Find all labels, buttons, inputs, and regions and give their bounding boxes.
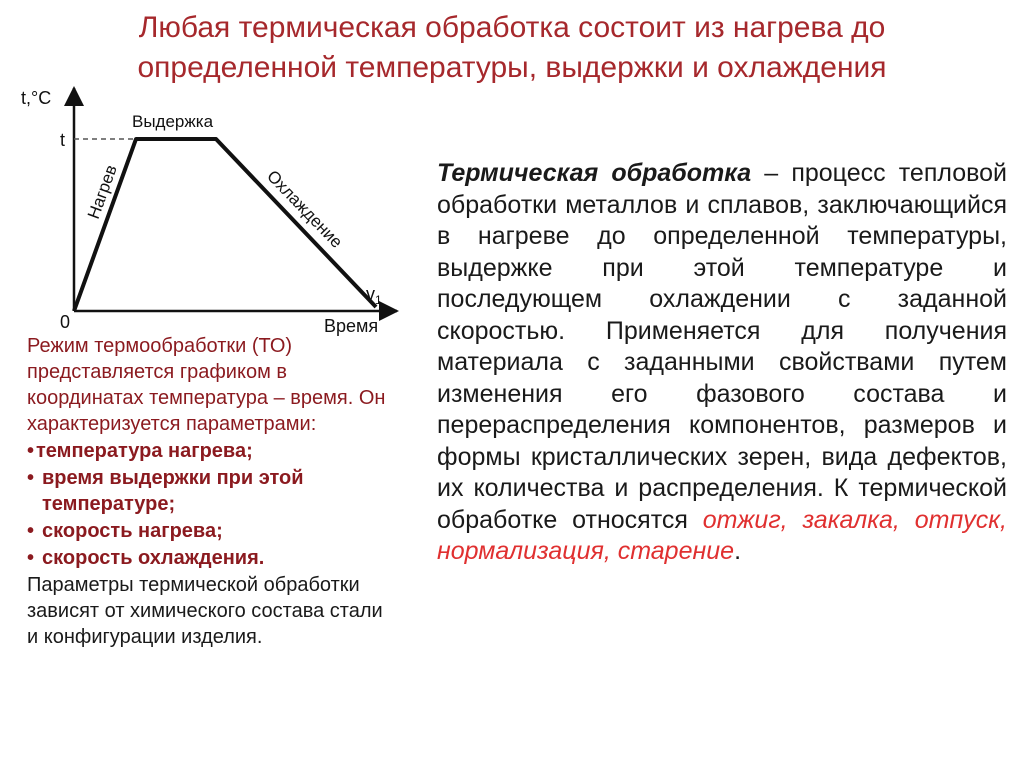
list-item	[27, 545, 393, 571]
param-heating-rate: скорость нагрева;	[42, 520, 223, 542]
cooling-rate-label: $v_1$	[366, 284, 382, 307]
origin-label: 0	[60, 312, 71, 332]
y-axis-label: t,°C	[21, 88, 52, 108]
param-holding-time: время выдержки при этой температуре;	[42, 467, 304, 515]
term-heading: Термическая обработка	[437, 159, 752, 187]
list-item	[27, 518, 393, 544]
holding-label: Выдержка	[132, 112, 214, 131]
param-heating-temperature: температура нагрева;	[36, 440, 253, 462]
list-item	[27, 465, 393, 517]
mode-intro: Режим термообработки (ТО) представляется графиком в координатах температура – время. Он характеризуется параметрами:	[27, 335, 386, 435]
treatment-mode-description	[27, 333, 393, 650]
cooling-label: Охлаждение	[263, 166, 347, 252]
heat-treatment-diagram	[0, 0, 410, 340]
definition-end: .	[734, 537, 742, 565]
bullet-icon: •	[27, 547, 35, 569]
treatment-types: отжиг, закалка, отпуск, нормализация, старение	[437, 505, 1007, 565]
list-item	[27, 438, 393, 464]
bullet-icon: •	[27, 467, 35, 489]
mode-outro: Параметры термической обработки зависят от химического состава стали и конфигурации изделия.	[27, 574, 383, 648]
definition-text: – процесс тепловой обработки металлов и сплавов, заключающийся в нагреве до определенной температуры, выдержке при этой температуре и последующем охлаждении с заданной скоростью. Применяется для получения материала с заданными свойствами путем изменения его фазового состава и перераспределения компонентов, размеров и формы кристаллических зерен, вида дефектов, их количества и распределения. К термической обработке относятся	[437, 159, 1007, 534]
slide-title: Любая термическая обработка состоит из нагрева до определенной температуры, выдержки и охлаждения	[137, 11, 887, 84]
definition-paragraph	[437, 158, 1007, 568]
t-level-label: t	[60, 130, 66, 150]
param-cooling-rate: скорость охлаждения.	[42, 547, 265, 569]
heating-label: Нагрев	[83, 162, 121, 222]
bullet-icon: •	[27, 440, 35, 462]
bullet-icon: •	[27, 520, 35, 542]
x-axis-label: Время	[324, 316, 379, 336]
